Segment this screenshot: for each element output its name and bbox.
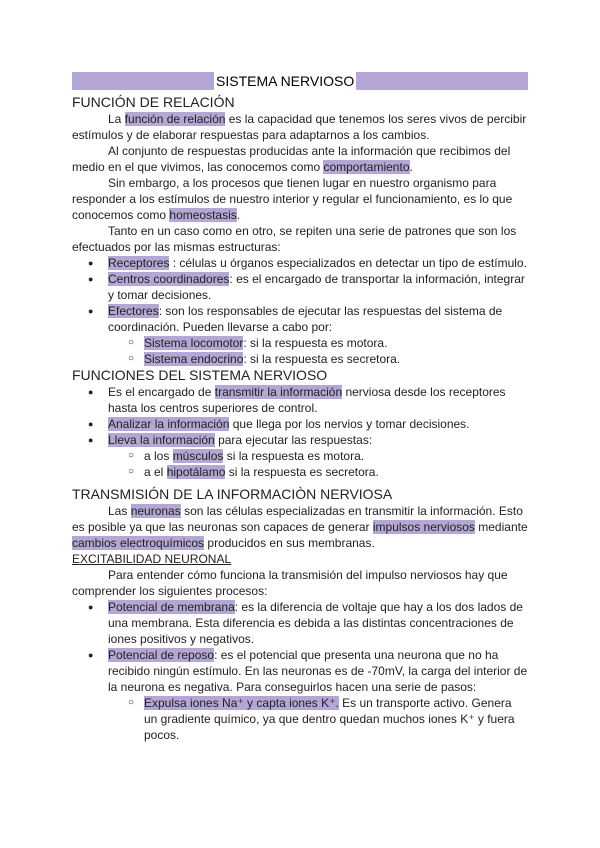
paragraph: Las neuronas son las células especializadas en transmitir la información. Esto es posible ya que las neuronas son capaces de generar impulsos nerviosos mediante cambios electroquímicos producidos en sus membranas. bbox=[72, 504, 528, 550]
bullet-list bbox=[72, 384, 528, 480]
list-item: ● Lleva la información para ejecutar las respuestas: bbox=[72, 432, 528, 448]
highlight: Potencial de membrana bbox=[108, 600, 235, 614]
highlight: músculos bbox=[172, 449, 224, 463]
highlight: homeostasis bbox=[169, 208, 237, 222]
list-item: ● Receptores : células u órganos especializados en detectar un tipo de estímulo. bbox=[72, 255, 528, 271]
list-item: ● Potencial de reposo: es el potencial que presenta una neurona que no ha recibido ningún estímulo. En las neuronas es de -70mV, la carga del interior de la neurona es negativa. Para conseguirlos hacen una serie de pasos: bbox=[72, 647, 528, 695]
sub-list-item: ○ Expulsa iones Na⁺ y capta iones K⁺. Es un transporte activo. Genera un gradiente químico, ya que dentro quedan muchos iones K⁺ y fuera pocos. bbox=[72, 695, 528, 743]
paragraph: Tanto en un caso como en otro, se repiten una serie de patrones que son los efectuados por las mismas estructuras: bbox=[72, 224, 517, 254]
highlight: hipotálamo bbox=[166, 465, 226, 479]
list-item: ● Potencial de membrana: es la diferencia de voltaje que hay a los dos lados de una membrana. Esta diferencia es debida a las distintas concentraciones de iones positivos y negativos. bbox=[72, 599, 528, 647]
bullet-list bbox=[72, 255, 528, 367]
list-item: ● Centros coordinadores: es el encargado de transportar la información, integrar y tomar decisiones. bbox=[72, 271, 528, 303]
section-heading-funciones-sistema: FUNCIONES DEL SISTEMA NERVIOSO bbox=[72, 367, 328, 383]
highlight: Centros coordinadores bbox=[108, 272, 230, 286]
highlight: Lleva la información bbox=[108, 433, 215, 447]
highlight: Potencial de reposo bbox=[108, 648, 215, 662]
document-title: SISTEMA NERVIOSO bbox=[216, 73, 355, 89]
sub-list-item: ○ Sistema locomotor: si la respuesta es motora. bbox=[72, 335, 528, 351]
highlight: neuronas bbox=[130, 504, 181, 518]
list-item: ● Analizar la información que llega por los nervios y tomar decisiones. bbox=[72, 416, 528, 432]
bullet-list bbox=[72, 599, 528, 743]
highlight: Analizar la información bbox=[108, 417, 230, 431]
highlight: Efectores bbox=[108, 304, 159, 318]
subheading-excitabilidad: EXCITABILIDAD NEURONAL bbox=[72, 552, 232, 566]
highlight: Sistema endocrino bbox=[144, 352, 244, 366]
sub-list-item: ○ Sistema endocrino: si la respuesta es secretora. bbox=[72, 351, 528, 367]
sub-list-item: ○ a el hipotálamo si la respuesta es secretora. bbox=[72, 464, 528, 480]
paragraph: Para entender cómo funciona la transmisión del impulso nerviosos hay que comprender los siguientes procesos: bbox=[72, 568, 508, 598]
paragraph: Al conjunto de respuestas producidas ante la información que recibimos del medio en el que vivimos, las conocemos como comportamiento. bbox=[72, 144, 511, 174]
highlight: Sistema locomotor bbox=[144, 336, 244, 350]
highlight: impulsos nerviosos bbox=[372, 520, 475, 534]
title-bar bbox=[72, 72, 528, 90]
highlight: cambios electroquímicos bbox=[72, 536, 205, 550]
document-page bbox=[72, 72, 528, 743]
section-heading-transmision: TRANSMISIÓN DE LA INFORMACIÒN NERVIOSA bbox=[72, 486, 393, 502]
section-heading-funcion-relacion: FUNCIÓN DE RELACIÓN bbox=[72, 94, 235, 110]
list-item: ● Es el encargado de transmitir la información nerviosa desde los receptores hasta los centros superiores de control. bbox=[72, 384, 528, 416]
paragraph: La función de relación es la capacidad que tenemos los seres vivos de percibir estímulos y de elaborar respuestas para adaptarnos a los cambios. bbox=[72, 112, 527, 142]
paragraph: Sin embargo, a los procesos que tienen lugar en nuestro organismo para responder a los estímulos de nuestro interior y regular el funcionamiento, es lo que conocemos como homeostasis. bbox=[72, 176, 513, 222]
highlight: Expulsa iones Na⁺ y capta iones K⁺. bbox=[144, 696, 339, 710]
highlight: comportamiento bbox=[323, 160, 410, 174]
list-item: ● Efectores: son los responsables de ejecutar las respuestas del sistema de coordinación. Pueden llevarse a cabo por: bbox=[72, 303, 528, 335]
highlight: Receptores bbox=[108, 256, 170, 270]
sub-list-item: ○ a los músculos si la respuesta es motora. bbox=[72, 448, 528, 464]
highlight: función de relación bbox=[124, 112, 226, 126]
highlight: transmitir la información bbox=[214, 385, 343, 399]
